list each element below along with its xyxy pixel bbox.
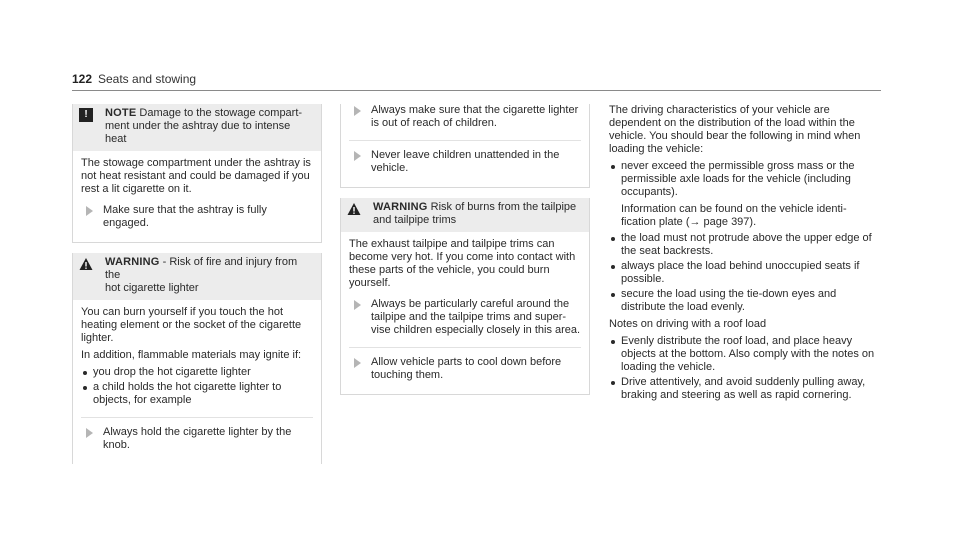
warning-header — [73, 253, 321, 300]
warning-action: Always hold the cigarette lighter by the knob. — [81, 426, 313, 452]
action-item: Always make sure that the cigarette lighter is out of reach of children. — [349, 104, 581, 130]
roof-load-bullets — [609, 335, 881, 402]
warning-box-lighter — [72, 253, 322, 464]
warning-title-line2: and tailpipe trims — [373, 214, 457, 226]
exclamation-icon: ! — [79, 108, 93, 122]
action-arrow-icon — [354, 358, 361, 368]
section-title: Seats and stowing — [98, 72, 197, 86]
action-arrow-icon — [86, 428, 93, 438]
vehicle-id-plate-info: Information can be found on the vehicle identi-fication plate (→ page 397). — [621, 203, 847, 228]
loading-bullets — [609, 160, 881, 199]
list-item: Drive attentively, and avoid suddenly pulling away, braking and steering as well as rapid cornering. — [609, 376, 881, 402]
warning-box-tailpipe — [340, 198, 590, 395]
note-title-line1: Damage to the stowage compart- — [139, 107, 303, 119]
column-1 — [72, 104, 322, 474]
warning-body1: You can burn yourself if you touch the hot heating element or the socket of the cigarette lighter. — [81, 306, 302, 344]
note-title-line3: heat — [105, 133, 127, 145]
note-box — [72, 104, 322, 243]
warning-body2: In addition, flammable materials may ignite if: — [81, 349, 302, 361]
list-item: secure the load using the tie-down eyes and distribute the load evenly. — [609, 288, 881, 314]
note-action: Make sure that the ashtray is fully engaged. — [81, 204, 313, 230]
action-arrow-icon — [354, 151, 361, 161]
list-item: you drop the hot cigarette lighter — [81, 366, 313, 379]
note-header — [73, 104, 321, 151]
column-2 — [340, 104, 590, 405]
action-arrow-icon — [354, 300, 361, 310]
list-item: a child holds the hot cigarette lighter to objects, for example — [81, 381, 313, 407]
warning-bullets — [81, 366, 313, 407]
warning-body: The exhaust tailpipe and tailpipe trims can become very hot. If you come into contact with these parts of the vehicle, you could burn yourself. — [349, 238, 576, 289]
lighter-actions-box — [340, 104, 590, 188]
warning-title-line1: Risk of burns from the tailpipe — [427, 201, 577, 213]
warning-triangle-icon — [79, 257, 93, 271]
list-item: never exceed the permissible gross mass or the permissible axle loads for the vehicle (including occupants). — [609, 160, 881, 199]
loading-intro: The driving characteristics of your vehicle are dependent on the distribution of the load within the vehicle. You should bear the following in mind when loading the vehicle: — [609, 104, 861, 155]
page-number: 122 — [72, 72, 93, 86]
page-header — [72, 72, 881, 91]
column-3 — [609, 104, 881, 406]
warning-triangle-icon — [347, 202, 361, 216]
warning-title-line2: hot cigarette lighter — [105, 282, 199, 294]
action-item: Allow vehicle parts to cool down before touching them. — [349, 356, 581, 382]
list-item: the load must not protrude above the upper edge of the seat backrests. — [609, 232, 881, 258]
roof-load-heading: Notes on driving with a roof load — [609, 318, 767, 330]
loading-bullets-more — [609, 232, 881, 314]
action-arrow-icon — [354, 106, 361, 116]
warning-title-line1: - Risk of fire and injury from the — [105, 256, 298, 281]
note-body: The stowage compartment under the ashtray is not heat resistant and could be damaged if you rest a lit cigarette on it. — [81, 157, 311, 195]
action-arrow-icon — [86, 206, 93, 216]
note-title-line2: ment under the ashtray due to intense — [105, 120, 291, 132]
warning-label: WARNING — [373, 201, 428, 213]
list-item: Evenly distribute the roof load, and place heavy objects at the bottom. Also comply with the notes on loading the vehicle. — [609, 335, 881, 374]
list-item: always place the load behind unoccupied seats if possible. — [609, 260, 881, 286]
warning-label: WARNING — [105, 256, 160, 268]
note-label: NOTE — [105, 107, 137, 119]
action-item: Always be particularly careful around the tailpipe and the tailpipe trims and super-vise children especially closely in this area. — [349, 298, 581, 337]
action-item: Never leave children unattended in the vehicle. — [349, 149, 581, 175]
warning-header — [341, 198, 589, 232]
